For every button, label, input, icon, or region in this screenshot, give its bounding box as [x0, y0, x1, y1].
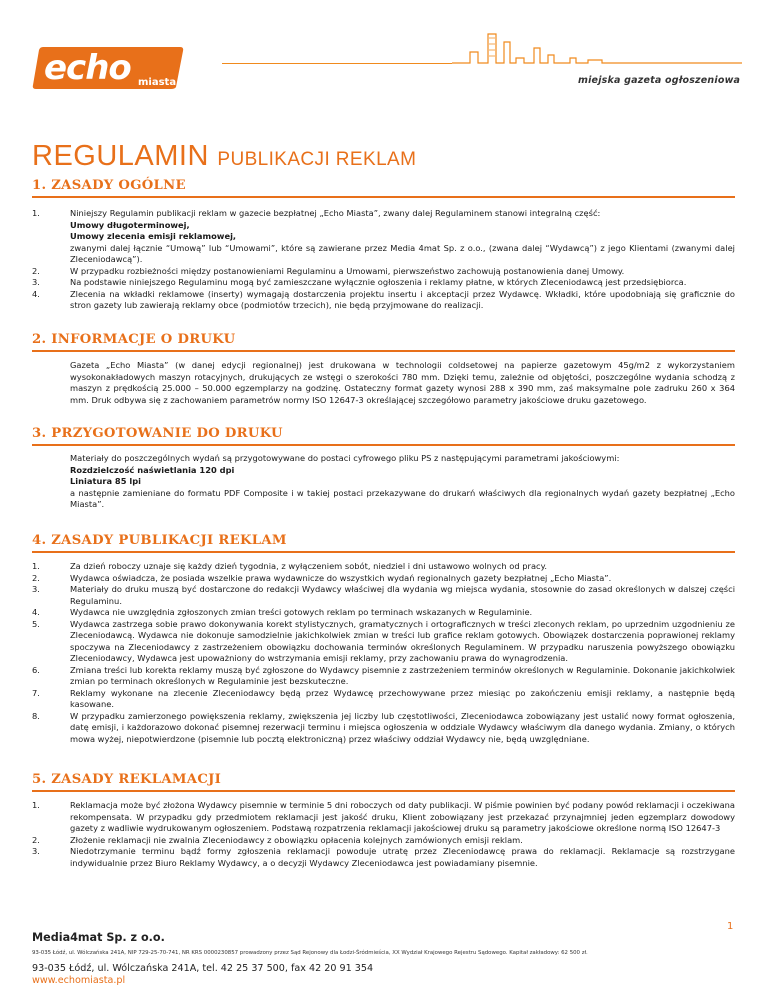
item-number: 5. [32, 618, 40, 629]
list-item [32, 688, 735, 711]
section-3-rule [32, 444, 735, 446]
item-text: Niedotrzymanie terminu bądź formy zgłoszenia reklamacji powoduje utratę przez Zleceniodawcę prawa do reklamacji. Reklamacje są rozstrzygane indywidualnie przez Biuro Reklamy Wydawcy, a o decyzji Wydawcy Zleceniodawca jest powiadamiany pisemnie. [70, 846, 735, 868]
logo-wordmark: echo [44, 48, 131, 88]
section-3-heading: 3. PRZYGOTOWANIE DO DRUKU [32, 426, 283, 441]
section-5-rule [32, 790, 735, 792]
item-text: zwanymi dalej łącznie “Umową” lub “Umowami”, które są zawierane przez Media 4mat Sp. z o.o., (zwana dalej “Wydawcą”) z jego Klientami (zwanymi dalej Zleceniodawcą”). [70, 242, 735, 264]
item-number: 2. [32, 572, 40, 583]
section-5-heading: 5. ZASADY REKLAMACJI [32, 772, 222, 787]
item-text: Materiały do druku muszą być dostarczone do redakcji Wydawcy właściwej dla wydania wg miejsca wydania, stosownie do zasad określonych w dalszej części Regulaminu. [70, 584, 735, 606]
footer-legal-info: 93-035 Łódź, ul. Wólczańska 241A, NIP 729-25-70-741, NR KRS 0000230857 prowadzony przez Sąd Rejonowy dla Łodzi-Śródmieścia, XX Wydział Krajowego Rejestru Sądowego. Kapitał zakładowy: 62 500 zł. [32, 950, 588, 956]
list-item [32, 835, 735, 847]
section-2-rule [32, 350, 735, 352]
list-item [32, 584, 735, 607]
item-text-bold: Umowy zlecenia emisji reklamowej, [70, 231, 237, 241]
item-text-bold: Umowy długoterminowej, [70, 219, 190, 230]
item-text: Niniejszy Regulamin publikacji reklam w gazecie bezpłatnej „Echo Miasta”, zwany dalej Regulaminem stanowi integralną część: [70, 208, 601, 218]
item-number: 1. [32, 800, 40, 810]
header-rule [222, 63, 452, 64]
item-text: Zmiana treści lub korekta reklamy muszą być zgłoszone do Wydawcy pisemnie z zastrzeżeniem terminów określonych w Regulaminie. Dokonanie jakichkolwiek zmian po terminach określonych w Regulaminie jest bezskuteczne. [70, 664, 735, 686]
para-text: Materiały do poszczególnych wydań są przygotowywane do postaci cyfrowego pliku PS z następującymi parametrami jakościowymi: [70, 453, 620, 463]
city-skyline-icon [452, 30, 742, 74]
list-item [32, 277, 735, 289]
item-number: 6. [32, 664, 40, 675]
list-item [32, 665, 735, 688]
section-1-rule [32, 196, 735, 198]
para-text: a następnie zamieniane do formatu PDF Composite i w takiej postaci przekazywane do drukarń właściwych dla regionalnych wydań gazety bezpłatnej „Echo Miasta”. [70, 487, 735, 509]
item-text: Złożenie reklamacji nie zwalnia Zleceniodawcy z obowiązku opłacenia kolejnych zamówionych emisji reklam. [70, 834, 523, 845]
item-number: 3. [32, 277, 40, 287]
list-item [32, 266, 735, 278]
list-item [32, 846, 735, 869]
item-number: 2. [32, 265, 40, 276]
item-number: 3. [32, 584, 40, 594]
item-number: 4. [32, 607, 40, 617]
logo-subword: miasta [138, 77, 177, 88]
page-number: 1 [727, 921, 734, 932]
section-3-paragraph [70, 453, 735, 511]
item-number: 1. [32, 208, 40, 218]
section-4-rule [32, 551, 735, 553]
item-text: Na podstawie niniejszego Regulaminu mogą być zamieszczane wyłącznie ogłoszenia i reklamy płatne, w których Zleceniodawcą jest przedsiębiorca. [70, 277, 687, 287]
item-number: 8. [32, 710, 40, 721]
list-item [32, 619, 735, 665]
echo-miasta-logo [30, 45, 186, 91]
item-text: Zlecenia na wkładki reklamowe (inserty) wymagają dostarczenia projektu insertu i akceptacji przez Wydawcę. Wkładki, które upodobniają się graficznie do stron gazety lub zawierają reklamy obce (podmiotów trzecich), nie będą przyjmowane do realizacji. [70, 288, 735, 310]
list-item [32, 561, 735, 573]
title-main: REGULAMIN [32, 140, 209, 172]
page-title [32, 140, 416, 173]
para-text-bold: Rozdzielczość naświetlania 120 dpi [70, 464, 235, 475]
item-text: W przypadku rozbieżności między postanowieniami Regulaminu a Umowami, pierwszeństwo zachowują postanowienia danej Umowy. [70, 265, 625, 276]
item-text: W przypadku zamierzonego powiększenia reklamy, zwiększenia jej liczby lub częstotliwości, Zleceniodawca zobowiązany jest ustalić nowy format ogłoszenia, datę emisji, i każdorazowo dokonać pisemnej rezerwacji terminu i miejsca ogłoszenia w oddziale Wydawcy właściwym dla danego wydania. Zmiany, o których mowa wyżej, niepotwierdzone (pisemnie lub pocztą elektroniczną) przez właściwy oddział Wydawcy nie, będą uwzględniane. [70, 710, 735, 744]
footer-website-link[interactable]: www.echomiasta.pl [32, 975, 126, 986]
item-text: Wydawca zastrzega sobie prawo dokonywania korekt stylistycznych, gramatycznych i ortograficznych w treści zleconych reklam, po uprzednim uzgodnieniu ze Zleceniodawcą. Wydawca nie dokonuje samodzielnie jakichkolwiek zmian w treści lub grafice reklam gotowych. Obowiązek dostarczenia poprawionej reklamy spoczywa na Zleceniodawcy z zastrzeżeniem obowiązku dochowania terminów określonych Regulaminem. W przypadku naruszenia powyższego obowiązku Zleceniodawcy, Wydawca jest upoważniony do wstrzymania emisji reklamy, przy zachowaniu prawa do wynagrodzenia. [70, 618, 735, 663]
item-number: 3. [32, 846, 40, 856]
section-1-heading: 1. ZASADY OGÓLNE [32, 178, 186, 193]
item-number: 4. [32, 288, 40, 299]
list-item [32, 208, 735, 266]
item-text: Reklamy wykonane na zlecenie Zleceniodawcy będą przez Wydawcę przechowywane przez miesiąc po zakończeniu emisji reklamy, a następnie będą kasowane. [70, 687, 735, 709]
item-text: Za dzień roboczy uznaje się każdy dzień tygodnia, z wyłączeniem sobót, niedziel i dni ustawowo wolnych od pracy. [70, 561, 547, 571]
item-text: Wydawca oświadcza, że posiada wszelkie prawa wydawnicze do wszystkich wydań regionalnych gazety bezpłatnej „Echo Miasta”. [70, 572, 612, 583]
item-number: 7. [32, 687, 40, 698]
title-sub: PUBLIKACJI REKLAM [217, 149, 417, 170]
list-item [32, 711, 735, 746]
item-text: Reklamacja może być złożona Wydawcy pisemnie w terminie 5 dni roboczych od daty publikacji. W piśmie powinien być podany powód reklamacji i oczekiwana rekompensata. W przypadku gdy przedmiotem reklamacji jest jakość druku, Klient zobowiązany jest przekazać przynajmniej jeden egzemplarz dowodowy gazety z wadliwie wydrukowanym ogłoszeniem. Podstawą rozpatrzenia reklamacji jakościowej druku są parametry jakościowe określone normą ISO 12647-3 [70, 800, 735, 833]
footer-address: 93-035 Łódź, ul. Wólczańska 241A, tel. 42 25 37 500, fax 42 20 91 354 [32, 963, 374, 974]
item-number: 2. [32, 834, 40, 845]
section-1-list [32, 208, 735, 312]
list-item [32, 607, 735, 619]
section-5-list [32, 800, 735, 869]
section-2-heading: 2. INFORMACJE O DRUKU [32, 332, 236, 347]
list-item [32, 573, 735, 585]
section-2-paragraph: Gazeta „Echo Miasta” (w danej edycji regionalnej) jest drukowana w technologii coldsetowej na papierze gazetowym 45g/m2 z wykorzystaniem wysokonakładowych maszyn rotacyjnych, drukujących ze wstęgi o szerokości 780 mm. Dzięki temu, zależnie od objętości, poszczególne wydania schodzą z maszyn z prędkością 25.000 – 50.000 egzemplarzy na godzinę. Ostateczny format gazety wynosi 288 x 390 mm, zaś maksymalne pole zadruku 260 x 364 mm. Druk odbywa się z zachowaniem parametrów normy ISO 12647-3 określającej szczegółowo parametry jakościowe druku gazetowego. [70, 360, 735, 405]
item-text: Wydawca nie uwzględnia zgłoszonych zmian treści gotowych reklam po terminach wskazanych w Regulaminie. [70, 607, 533, 617]
footer-company: Media4mat Sp. z o.o. [32, 931, 165, 944]
header-tagline: miejska gazeta ogłoszeniowa [578, 75, 741, 86]
para-text-bold: Liniatura 85 lpi [70, 476, 141, 486]
section-4-heading: 4. ZASADY PUBLIKACJI REKLAM [32, 533, 287, 548]
item-number: 1. [32, 561, 40, 571]
section-4-list [32, 561, 735, 745]
list-item [32, 289, 735, 312]
list-item [32, 800, 735, 835]
